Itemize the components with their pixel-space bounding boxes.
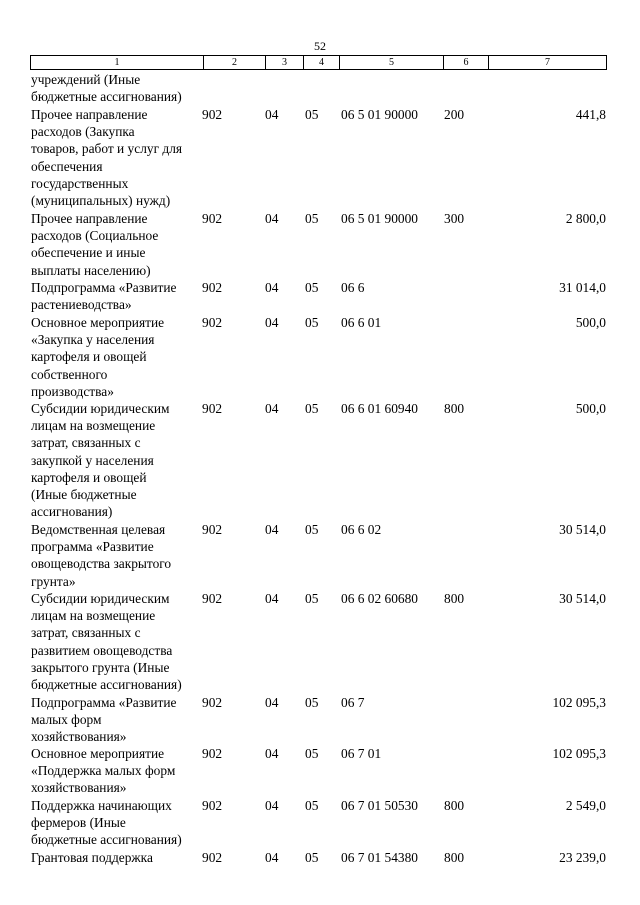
row-grbs: 902 <box>202 280 223 295</box>
row-sum: 500,0 <box>575 401 606 416</box>
row-rz: 04 <box>265 280 279 295</box>
row-pr: 05 <box>305 401 319 416</box>
row-vr: 200 <box>444 107 465 122</box>
row-rz: 04 <box>265 522 279 537</box>
row-grbs: 902 <box>202 315 223 330</box>
row-pr: 05 <box>305 315 319 330</box>
row-sum: 23 239,0 <box>559 850 606 865</box>
row-pr: 05 <box>305 211 319 226</box>
row-rz: 04 <box>265 211 279 226</box>
row-name: Субсидии юридическим лицам на возмещение затрат, связанных с закупкой у населения картофеля и овощей (Иные бюджетные ассигнования) <box>31 401 170 520</box>
row-rz: 04 <box>265 107 279 122</box>
row-pr: 05 <box>305 850 319 865</box>
row-grbs: 902 <box>202 798 223 813</box>
row-csr: 06 7 01 54380 <box>341 850 418 865</box>
row-sum: 500,0 <box>575 315 606 330</box>
row-csr: 06 6 01 60940 <box>341 401 418 416</box>
row-pr: 05 <box>305 746 319 761</box>
row-grbs: 902 <box>202 522 223 537</box>
row-sum: 2 800,0 <box>565 211 606 226</box>
row-name: Подпрограмма «Развитие малых форм хозяйствования» <box>31 695 177 745</box>
row-name: Ведомственная целевая программа «Развитие овощеводства закрытого грунта» <box>31 522 172 589</box>
row-vr: 800 <box>444 401 465 416</box>
row-rz: 04 <box>265 798 279 813</box>
row-pr: 05 <box>305 522 319 537</box>
row-grbs: 902 <box>202 695 223 710</box>
column-header-3: 3 <box>265 56 303 69</box>
row-pr: 05 <box>305 798 319 813</box>
row-grbs: 902 <box>202 746 223 761</box>
column-header-4: 4 <box>303 56 339 69</box>
row-rz: 04 <box>265 746 279 761</box>
row-name: Подпрограмма «Развитие растениеводства» <box>31 280 177 313</box>
row-csr: 06 5 01 90000 <box>341 107 418 122</box>
row-name: Поддержка начинающих фермеров (Иные бюджетные ассигнования) <box>31 798 182 848</box>
row-grbs: 902 <box>202 401 223 416</box>
row-pr: 05 <box>305 107 319 122</box>
row-sum: 441,8 <box>575 107 606 122</box>
row-csr: 06 5 01 90000 <box>341 211 418 226</box>
row-rz: 04 <box>265 401 279 416</box>
row-pr: 05 <box>305 280 319 295</box>
row-csr: 06 6 01 <box>341 315 382 330</box>
row-name: Прочее направление расходов (Социальное обеспечение и иные выплаты населению) <box>31 211 159 278</box>
row-vr: 800 <box>444 798 465 813</box>
row-csr: 06 6 02 <box>341 522 382 537</box>
row-csr: 06 6 <box>341 280 365 295</box>
row-grbs: 902 <box>202 107 223 122</box>
row-csr: 06 7 01 50530 <box>341 798 418 813</box>
row-name: Основное мероприятие «Поддержка малых форм хозяйствования» <box>31 746 176 796</box>
table-header <box>30 55 607 70</box>
row-name: учреждений (Иные бюджетные ассигнования) <box>31 72 182 105</box>
row-grbs: 902 <box>202 591 223 606</box>
page-number: 52 <box>314 39 326 53</box>
row-rz: 04 <box>265 315 279 330</box>
row-name: Прочее направление расходов (Закупка товаров, работ и услуг для обеспечения государственных (муниципальных) нужд) <box>31 107 183 209</box>
row-name: Субсидии юридическим лицам на возмещение затрат, связанных с развитием овощеводства закрытого грунта (Иные бюджетные ассигнования) <box>31 591 182 693</box>
row-rz: 04 <box>265 591 279 606</box>
row-sum: 31 014,0 <box>559 280 606 295</box>
row-sum: 30 514,0 <box>559 591 606 606</box>
row-csr: 06 7 <box>341 695 365 710</box>
row-csr: 06 6 02 60680 <box>341 591 418 606</box>
row-sum: 102 095,3 <box>552 695 606 710</box>
row-name: Грантовая поддержка <box>31 850 153 865</box>
row-vr: 800 <box>444 850 465 865</box>
row-vr: 800 <box>444 591 465 606</box>
column-header-6: 6 <box>443 56 488 69</box>
column-header-2: 2 <box>203 56 265 69</box>
row-sum: 2 549,0 <box>565 798 606 813</box>
row-sum: 30 514,0 <box>559 522 606 537</box>
column-header-5: 5 <box>339 56 443 69</box>
row-rz: 04 <box>265 695 279 710</box>
row-pr: 05 <box>305 695 319 710</box>
row-rz: 04 <box>265 850 279 865</box>
row-grbs: 902 <box>202 850 223 865</box>
row-name: Основное мероприятие «Закупка у населения картофеля и овощей собственного производства» <box>31 315 165 399</box>
row-sum: 102 095,3 <box>552 746 606 761</box>
column-header-1: 1 <box>114 57 120 68</box>
column-header-7: 7 <box>488 56 606 69</box>
row-vr: 300 <box>444 211 465 226</box>
row-csr: 06 7 01 <box>341 746 382 761</box>
row-grbs: 902 <box>202 211 223 226</box>
row-pr: 05 <box>305 591 319 606</box>
